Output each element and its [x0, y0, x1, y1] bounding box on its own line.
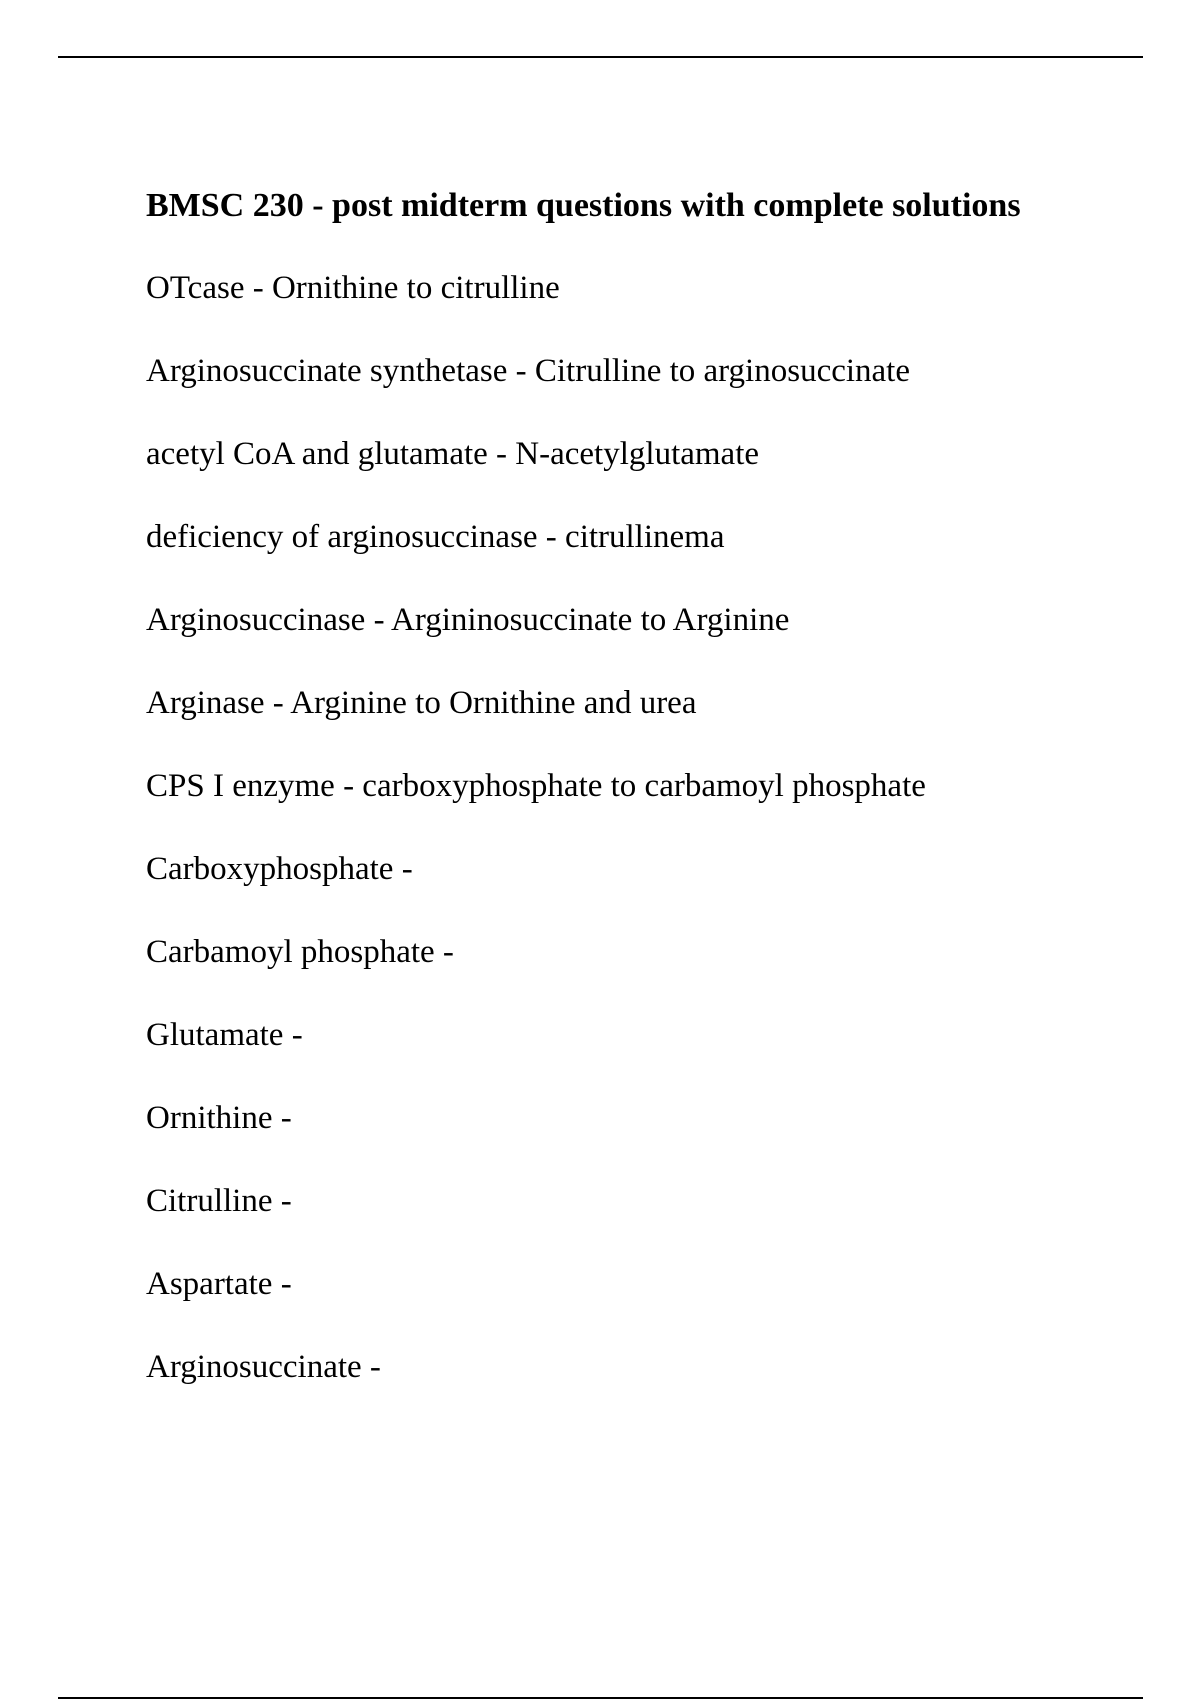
- list-item: Glutamate -: [146, 1017, 303, 1053]
- list-item: deficiency of arginosuccinase - citrullinema: [146, 519, 725, 555]
- list-item: Arginosuccinate -: [146, 1349, 381, 1385]
- list-item: Aspartate -: [146, 1266, 292, 1302]
- bottom-divider: [58, 1697, 1143, 1699]
- list-item: acetyl CoA and glutamate - N-acetylglutamate: [146, 436, 760, 472]
- document-body: [146, 185, 1146, 1388]
- list-item: Citrulline -: [146, 1183, 292, 1219]
- list-item: CPS I enzyme - carboxyphosphate to carbamoyl phosphate: [146, 768, 926, 804]
- document-title: BMSC 230 - post midterm questions with complete solutions: [146, 187, 1021, 224]
- list-item: Arginosuccinase - Argininosuccinate to Arginine: [146, 602, 790, 638]
- list-item: Carboxyphosphate -: [146, 851, 413, 887]
- list-item: OTcase - Ornithine to citrulline: [146, 270, 560, 306]
- top-divider: [58, 56, 1143, 58]
- list-item: Arginase - Arginine to Ornithine and urea: [146, 685, 697, 721]
- list-item: Arginosuccinate synthetase - Citrulline to arginosuccinate: [146, 353, 910, 389]
- list-item: Ornithine -: [146, 1100, 292, 1136]
- list-item: Carbamoyl phosphate -: [146, 934, 454, 970]
